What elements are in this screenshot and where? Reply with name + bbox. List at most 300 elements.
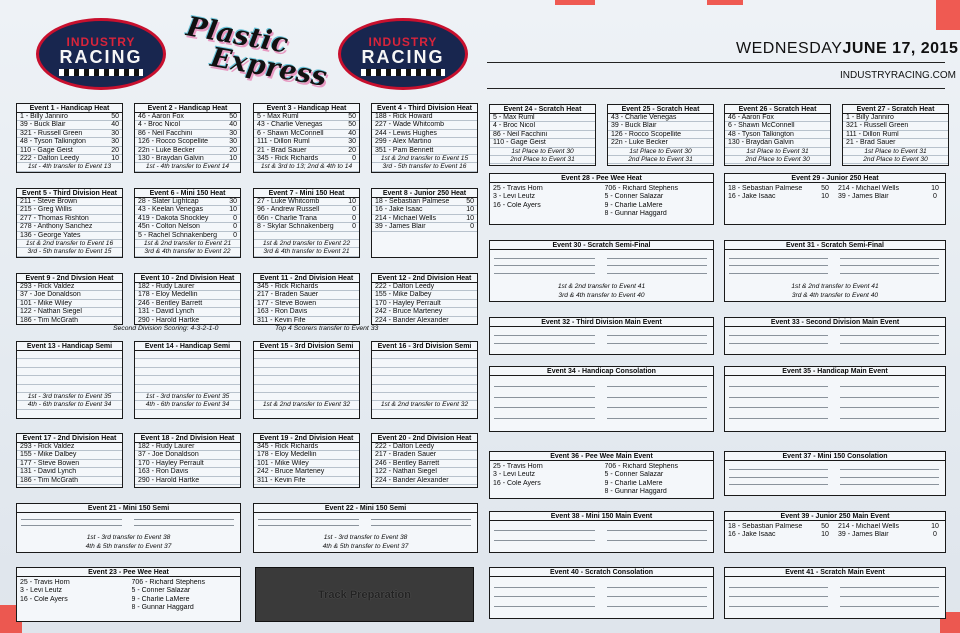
transfer-note: 4th & 5th transfer to Event 37: [85, 542, 172, 550]
event-box: [134, 188, 241, 258]
blank-line: [17, 368, 122, 376]
event-rows: [135, 283, 240, 325]
two-column-roster: [17, 577, 240, 613]
blank-line-left: [494, 530, 595, 531]
transfer-note: 1st Place to Event 30: [490, 148, 595, 156]
racer-points: [813, 139, 827, 146]
blank-line-right: [840, 343, 939, 344]
blank-line-right: [840, 469, 939, 470]
racer-points: [460, 291, 474, 298]
racer-points: [696, 122, 710, 129]
event-title: Event 38 - Mini 150 Main Event: [490, 512, 713, 521]
blank-line-left: [729, 407, 828, 408]
event-body: [725, 376, 945, 432]
racer-points: 20: [348, 146, 356, 154]
blank-line-right: [840, 397, 939, 398]
left-column: [17, 579, 129, 613]
racer-name: 18 - Sebastian Palmese: [728, 523, 803, 530]
racer-points: [696, 139, 710, 146]
racer-name: 110 - Gage Geist: [20, 146, 73, 154]
racer-points: 10: [931, 185, 939, 192]
racer-name: 8 - Gunnar Haggard: [604, 488, 667, 496]
tape-top-mid: [555, 0, 595, 5]
racer-name: 170 - Hayley Perrault: [138, 459, 204, 467]
event-box: [371, 273, 478, 325]
racer-row: [254, 121, 359, 129]
event-body: [490, 250, 713, 302]
racer-points: 0: [470, 223, 474, 231]
blank-line-right: [607, 343, 708, 344]
racer-row: [372, 283, 477, 291]
blank-line-left: [258, 519, 359, 520]
racer-points: [223, 283, 237, 290]
racer-row: [372, 147, 477, 155]
event-32-box: [489, 317, 714, 355]
event-body: [725, 577, 945, 619]
event-title: Event 8 - Junior 250 Heat: [372, 189, 477, 198]
event-30-box: [489, 240, 714, 302]
racer-row: [135, 308, 240, 316]
racer-row: [372, 138, 477, 146]
event-box: [724, 104, 831, 166]
racer-points: [105, 300, 119, 307]
blank-line-right: [840, 596, 939, 597]
racer-row: [725, 139, 830, 147]
blank-line-right: [607, 273, 708, 274]
blank-line: [135, 368, 240, 376]
racer-name: 214 - Michael Wells: [838, 523, 899, 530]
transfer-note: 3rd & 4th transfer to Event 22: [135, 248, 240, 256]
event-box: [607, 104, 714, 166]
racer-name: 43 - Keelan Venegas: [138, 206, 203, 214]
racer-row: [493, 480, 602, 488]
event-34-box: [489, 366, 714, 432]
racer-points: [105, 206, 119, 213]
racer-name: 224 - Bander Alexander: [375, 316, 449, 324]
event-box: [16, 188, 123, 258]
racer-points: [342, 283, 356, 290]
event-title: Event 30 - Scratch Semi-Final: [490, 241, 713, 250]
event-title: Event 41 - Scratch Main Event: [725, 568, 945, 577]
racer-points: 50: [111, 113, 119, 120]
racer-points: 10: [348, 198, 356, 205]
racer-name: 16 - Cole Ayers: [493, 201, 541, 209]
event-29-box: [724, 173, 946, 225]
racer-points: [460, 138, 474, 145]
racer-points: 0: [933, 531, 937, 539]
event-rows: [135, 443, 240, 485]
event-33-box: [724, 317, 946, 355]
industry-racing-logo-left: [36, 18, 166, 90]
racer-row: [493, 463, 602, 471]
racer-row: [17, 215, 122, 223]
racer-points: [105, 283, 119, 290]
racer-name: 227 - Wade Whitcomb: [375, 121, 444, 129]
racer-name: 18 - Sebastian Palmese: [375, 198, 450, 205]
blank-line: [254, 376, 359, 384]
event-title: Event 18 - 2nd Division Heat: [135, 434, 240, 443]
racer-name: 46 - Aaron Fox: [728, 114, 774, 121]
transfer-note: 2nd Place to Event 31: [608, 156, 713, 164]
blank-line: [254, 393, 359, 401]
event-title: Event 23 - Pee Wee Heat: [17, 568, 240, 577]
racer-points: 30: [229, 198, 237, 205]
racer-points: [578, 131, 592, 138]
event-box: [134, 433, 241, 488]
racer-name: 6 - Shawn McConnell: [257, 129, 324, 137]
racer-name: 182 - Rudy Laurer: [138, 283, 195, 290]
racer-name: 321 - Russell Green: [20, 129, 83, 137]
event-title: Event 20 - 2nd Division Heat: [372, 434, 477, 443]
racer-points: 0: [233, 214, 237, 222]
racer-row: [132, 579, 241, 587]
racer-row: [135, 215, 240, 223]
blank-line-right: [840, 477, 939, 478]
racer-name: 311 - Kevin Fife: [257, 316, 306, 324]
weekday: WEDNESDAY: [736, 40, 843, 57]
event-38-box: [489, 511, 714, 553]
event-title: Event 19 - 2nd Division Heat: [254, 434, 359, 443]
racer-name: 419 - Dakota Shockley: [138, 214, 209, 222]
racer-points: [342, 443, 356, 450]
racer-points: [105, 317, 119, 324]
racer-name: 37 - Joe Donaldson: [138, 451, 199, 459]
racer-points: [696, 114, 710, 121]
racer-name: 5 - Conner Salazar: [604, 193, 664, 201]
logo-word-top: INDUSTRY: [368, 35, 438, 49]
racer-row: [605, 471, 714, 479]
blank-line-left: [494, 407, 595, 408]
racer-name: 39 - James Blair: [838, 193, 889, 201]
racer-name: 136 - George Yates: [20, 231, 81, 239]
transfer-note: 1st & 2nd transfer to Event 15: [372, 155, 477, 163]
racer-name: 217 - Braden Sauer: [257, 291, 319, 299]
racer-name: 16 - Jake Isaac: [375, 206, 423, 214]
checkered-flag-icon: [361, 69, 445, 76]
event-box: [16, 433, 123, 488]
event-body: [725, 250, 945, 302]
blank-line-right: [840, 606, 939, 607]
racer-row: [254, 223, 359, 231]
blank-line: [17, 385, 122, 393]
racer-row: [838, 531, 945, 539]
blank-line: [372, 385, 477, 393]
racer-name: 8 - Gunnar Haggard: [131, 604, 194, 612]
blank-line: [17, 359, 122, 367]
event-box: [842, 104, 949, 166]
racer-points: [342, 291, 356, 298]
racer-row: [20, 587, 129, 595]
blank-line-right: [607, 530, 708, 531]
header-divider-top: [487, 62, 945, 63]
transfer-note: 2nd Place to Event 30: [843, 156, 948, 164]
racer-name: 25 - Travis Horn: [493, 463, 543, 470]
event-body: [17, 577, 240, 622]
event-rows: [372, 443, 477, 485]
racer-row: [17, 113, 122, 121]
event-40-box: [489, 567, 714, 619]
transfer-note: 3rd - 5th transfer to Event 16: [372, 163, 477, 171]
racer-row: [254, 308, 359, 316]
racer-points: [460, 308, 474, 315]
racer-name: 39 - James Blair: [375, 223, 426, 231]
racer-row: [254, 206, 359, 214]
racer-points: [105, 460, 119, 467]
event-title: Event 13 - Handicap Semi: [17, 342, 122, 351]
plastic-express-logo: [180, 11, 330, 93]
event-21-box: [16, 503, 241, 553]
racer-name: 27 - Luke Whitcomb: [257, 198, 320, 205]
blank-line: [254, 368, 359, 376]
racer-name: 122 - Nathan Siegel: [20, 308, 82, 316]
racer-points: 30: [229, 138, 237, 146]
racer-row: [17, 130, 122, 138]
transfer-note: [254, 232, 359, 240]
racer-row: [17, 206, 122, 214]
event-rows: [490, 114, 595, 164]
racer-name: 22n - Luke Becker: [138, 146, 195, 154]
event-body: [725, 327, 945, 355]
tape-top-right: [936, 0, 960, 30]
left-column: [725, 523, 835, 540]
racer-name: 43 - Charlie Venegas: [257, 121, 323, 129]
racer-name: 21 - Brad Sauer: [846, 139, 896, 147]
racer-points: 10: [229, 154, 237, 162]
blank-line-right: [840, 386, 939, 387]
racer-row: [372, 451, 477, 459]
racer-points: [105, 443, 119, 450]
blank-line-right: [607, 397, 708, 398]
racer-name: 39 - Buck Blair: [20, 121, 66, 129]
racer-points: [105, 215, 119, 222]
racer-name: 246 - Bentley Barrett: [138, 299, 203, 307]
racer-name: 131 - David Lynch: [138, 308, 195, 316]
racer-row: [608, 131, 713, 139]
racer-row: [493, 471, 602, 479]
racer-row: [490, 139, 595, 147]
racer-name: 86 - Neil Facchini: [493, 130, 548, 138]
racer-row: [17, 291, 122, 299]
racer-name: 126 - Rocco Scopellite: [611, 130, 682, 138]
racer-name: 101 - Mike Wiley: [257, 459, 309, 467]
blank-line-left: [494, 540, 595, 541]
racer-row: [605, 463, 714, 471]
racer-name: 18 - Sebastian Palmese: [728, 185, 803, 192]
racer-name: 177 - Steve Bowen: [20, 459, 80, 467]
track-preparation-label: Track Preparation: [318, 588, 411, 601]
racer-points: [696, 131, 710, 138]
racer-points: [223, 317, 237, 324]
racer-points: 0: [233, 231, 237, 239]
racer-points: 10: [466, 206, 474, 214]
racer-points: [931, 139, 945, 146]
event-title: Event 4 - Third Division Heat: [372, 104, 477, 113]
racer-points: [460, 317, 474, 324]
racer-points: [460, 477, 474, 484]
racer-row: [132, 587, 241, 595]
blank-line: [372, 368, 477, 376]
racer-row: [372, 198, 477, 206]
blank-line-right: [134, 525, 235, 526]
racer-points: [460, 443, 474, 450]
racer-row: [372, 130, 477, 138]
racer-name: 3 - Levi Leutz: [493, 193, 536, 201]
blank-line-left: [21, 525, 122, 526]
racer-name: 9 - Charlie LaMere: [604, 479, 663, 487]
racer-points: [342, 300, 356, 307]
racer-name: 96 - Andrew Russell: [257, 206, 320, 214]
event-title: Event 27 - Scratch Heat: [843, 105, 948, 114]
racer-name: 46 - Aaron Fox: [138, 113, 184, 120]
blank-line: [372, 376, 477, 384]
blank-line-right: [371, 519, 472, 520]
racer-name: 8 - Gunnar Haggard: [604, 210, 667, 218]
blank-line-right: [607, 335, 708, 336]
racer-points: 30: [111, 138, 119, 146]
event-body: [725, 521, 945, 553]
racer-points: [460, 300, 474, 307]
track-preparation-block: [255, 567, 474, 622]
racer-name: 5 - Max Ruml: [493, 114, 535, 121]
racer-name: 45n - Colton Nelson: [138, 223, 200, 231]
racer-name: 178 - Eloy Medellin: [257, 451, 317, 459]
event-title: Event 5 - Third Division Heat: [17, 189, 122, 198]
blank-line-left: [494, 587, 595, 588]
racer-row: [728, 531, 835, 539]
racer-row: [372, 113, 477, 121]
transfer-note: 1st Place to Event 30: [608, 148, 713, 156]
racer-points: [813, 131, 827, 138]
transfer-note: 1st & 3rd to 13; 2nd & 4th to 14: [254, 163, 359, 171]
racer-points: [342, 460, 356, 467]
blank-line-right: [840, 273, 939, 274]
event-title: Event 3 - Handicap Heat: [254, 104, 359, 113]
blank-line-left: [494, 606, 595, 607]
transfer-note: 1st - 3rd transfer to Event 35: [17, 393, 122, 401]
racer-points: 10: [111, 154, 119, 162]
racer-points: 40: [348, 129, 356, 137]
event-title: Event 40 - Scratch Consolation: [490, 568, 713, 577]
racer-points: [223, 460, 237, 467]
racer-name: 293 - Rick Valdez: [20, 443, 75, 450]
racer-row: [254, 155, 359, 163]
racer-name: 39 - James Blair: [838, 531, 889, 539]
event-rows: [135, 113, 240, 172]
blank-line-left: [494, 343, 595, 344]
racer-points: 0: [352, 206, 356, 214]
racer-row: [135, 477, 240, 485]
racer-points: [223, 468, 237, 475]
two-column-roster: [725, 521, 945, 540]
racer-row: [843, 114, 948, 122]
racer-points: 30: [111, 129, 119, 137]
blank-line-left: [21, 519, 122, 520]
blank-line-left: [494, 265, 595, 266]
event-31-box: [724, 240, 946, 302]
event-rows: [372, 198, 477, 232]
racer-name: 111 - Dillon Ruml: [257, 138, 310, 146]
transfer-note: 2nd Place to Event 30: [725, 156, 830, 164]
racer-points: 40: [229, 121, 237, 129]
racer-points: [460, 283, 474, 290]
transfer-note: 1st Place to Event 31: [843, 148, 948, 156]
racer-points: [813, 122, 827, 129]
racer-name: 290 - Harold Hartke: [138, 476, 200, 484]
racer-row: [490, 114, 595, 122]
blank-line: [254, 385, 359, 393]
left-column: [490, 185, 602, 219]
racer-name: 224 - Bander Alexander: [375, 476, 449, 484]
racer-row: [372, 468, 477, 476]
event-title: Event 2 - Handicap Heat: [135, 104, 240, 113]
plastic-word: Plastic: [184, 11, 291, 60]
transfer-note: 1st Place to Event 31: [725, 148, 830, 156]
event-title: Event 25 - Scratch Heat: [608, 105, 713, 114]
event-title: Event 32 - Third Division Main Event: [490, 318, 713, 327]
blank-line-left: [729, 335, 828, 336]
racer-points: [460, 147, 474, 154]
blank-line: [372, 351, 477, 359]
blank-line-right: [840, 484, 939, 485]
event-title: Event 29 - Junior 250 Heat: [725, 174, 945, 183]
racer-points: 40: [111, 121, 119, 129]
blank-line-right: [840, 335, 939, 336]
racer-name: 28 - Slater Lightcap: [138, 198, 199, 205]
racer-row: [135, 147, 240, 155]
blank-line-left: [729, 273, 828, 274]
logo-word-bottom: RACING: [361, 47, 445, 67]
racer-name: 163 - Ron Davis: [257, 308, 308, 316]
racer-points: [105, 223, 119, 230]
event-box: [253, 341, 360, 419]
two-column-roster: [490, 183, 713, 219]
racer-name: 5 - Conner Salazar: [604, 471, 664, 479]
racer-row: [135, 121, 240, 129]
racer-row: [17, 460, 122, 468]
racer-points: [105, 477, 119, 484]
racer-name: 6 - Shawn McConnell: [728, 122, 795, 130]
racer-name: 3 - Levi Leutz: [493, 471, 536, 479]
racer-row: [254, 460, 359, 468]
blank-line-right: [607, 265, 708, 266]
racer-row: [843, 139, 948, 147]
event-box: [16, 273, 123, 325]
racer-row: [254, 300, 359, 308]
blank-line-right: [840, 258, 939, 259]
event-title: Event 14 - Handicap Semi: [135, 342, 240, 351]
racer-name: 130 - Braydan Galvin: [728, 139, 794, 147]
blank-line-right: [371, 525, 472, 526]
racer-row: [605, 202, 714, 210]
racer-points: [105, 232, 119, 239]
transfer-note: 1st - 3rd transfer to Event 38: [323, 533, 408, 541]
right-column: [602, 463, 714, 497]
racer-points: 30: [229, 129, 237, 137]
racer-name: 130 - Braydan Galvin: [138, 154, 204, 162]
header-divider-bottom: [487, 88, 945, 89]
racer-row: [605, 480, 714, 488]
racer-row: [17, 223, 122, 231]
event-body: [490, 183, 713, 225]
express-word: Express: [208, 42, 330, 93]
event-box: [489, 104, 596, 166]
event-title: Event 36 - Pee Wee Main Event: [490, 452, 713, 461]
blank-line: [135, 385, 240, 393]
blank-line-left: [729, 469, 828, 470]
racer-name: 48 - Tyson Talkington: [728, 130, 794, 138]
blank-line-left: [729, 418, 828, 419]
racer-row: [372, 477, 477, 485]
